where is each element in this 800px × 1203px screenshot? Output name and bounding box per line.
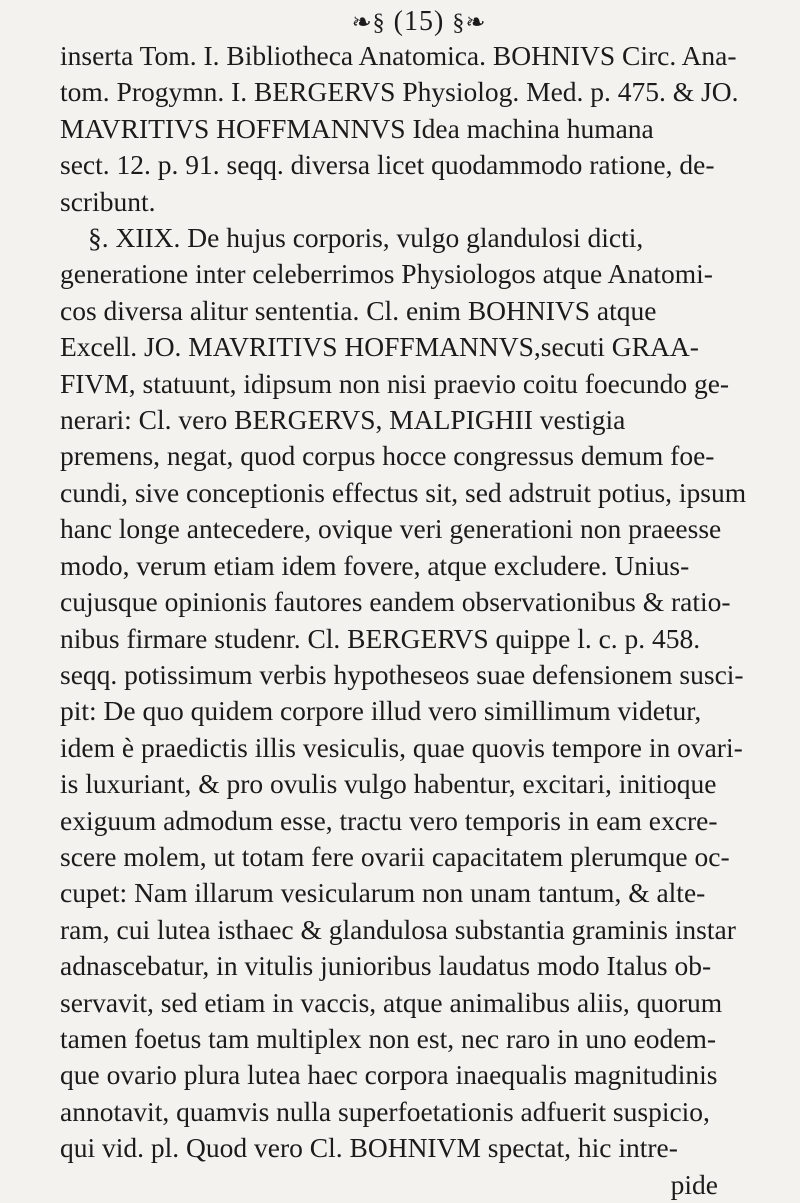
text-line: generatione inter celeberrimos Physiologos atque Anatomi- [60, 258, 713, 290]
text-line: modo, verum etiam idem fovere, atque excludere. Unius- [60, 549, 690, 581]
ornament-left: ❧§ [351, 10, 386, 36]
text-line: nerari: Cl. vero BERGERVS, MALPIGHII vestigia [60, 404, 626, 436]
text-line: annotavit, quamvis nulla superfoetationis adfuerit suspicio, [60, 1095, 710, 1127]
text-line: tamen foetus tam multiplex non est, nec raro in uno eodem- [60, 1022, 716, 1054]
text-line: seqq. potissimum verbis hypotheseos suae defensionem susci- [60, 658, 744, 690]
text-line: FIVM, statuunt, idipsum non nisi praevio coitu foecundo ge- [60, 367, 730, 399]
text-line: ram, cui lutea isthaec & glandulosa substantia graminis instar [60, 913, 736, 945]
text-line: adnascebatur, in vitulis junioribus laudatus modo Italus ob- [60, 950, 712, 982]
text-line: cujusque opinionis fautores eandem observationibus & ratio- [60, 586, 731, 618]
page-header [60, 6, 778, 38]
ornament-right: §❧ [452, 10, 487, 36]
text-line: inserta Tom. I. Bibliotheca Anatomica. BOHNIVS Circ. Ana- [60, 40, 737, 71]
text-line: hanc longe antecedere, ovique veri generationi non praeesse [60, 513, 722, 545]
text-line: que ovario plura lutea haec corpora inaequalis magnitudinis [60, 1059, 718, 1091]
text-line: Excell. JO. MAVRITIVS HOFFMANNVS,secuti GRAA- [60, 331, 699, 363]
text-line: idem è praedictis illis vesiculis, quae quovis tempore in ovari- [60, 731, 743, 763]
text-line: tom. Progymn. I. BERGERVS Physiolog. Med. p. 475. & JO. [60, 76, 739, 108]
text-line: cos diversa alitur sententia. Cl. enim BOHNIVS atque [60, 294, 657, 326]
page-number: (15) [393, 6, 445, 37]
text-line: premens, negat, quod corpus hocce congressus demum foe- [60, 440, 715, 472]
catchword: pide [670, 1168, 718, 1200]
text-line: qui vid. pl. Quod vero Cl. BOHNIVM spectat, hic intre- [60, 1132, 678, 1164]
body-text [60, 38, 778, 1203]
text-line: exiguum admodum esse, tractu vero temporis in eam excre- [60, 804, 718, 836]
text-line: scere molem, ut totam fere ovarii capacitatem plerumque oc- [60, 840, 730, 872]
text-line: is luxuriant, & pro ovulis vulgo habentur, excitari, initioque [60, 768, 717, 800]
text-line: cupet: Nam illarum vesicularum non unam tantum, & alte- [60, 877, 706, 909]
text-line: servavit, sed etiam in vaccis, atque animalibus aliis, quorum [60, 986, 723, 1018]
text-line: scribunt. [60, 185, 156, 217]
text-line: sect. 12. p. 91. seqq. diversa licet quodammodo ratione, de- [60, 149, 715, 181]
text-line: §. XIIX. De hujus corporis, vulgo glandulosi dicti, [88, 222, 644, 254]
text-line: nibus firmare studenr. Cl. BERGERVS quippe l. c. p. 458. [60, 622, 701, 654]
text-line: MAVRITIVS HOFFMANNVS Idea machina humana [60, 112, 654, 144]
text-line: cundi, sive conceptionis effectus sit, sed adstruit potius, ipsum [60, 476, 747, 508]
text-line: pit: De quo quidem corpore illud vero simillimum videtur, [60, 695, 702, 727]
